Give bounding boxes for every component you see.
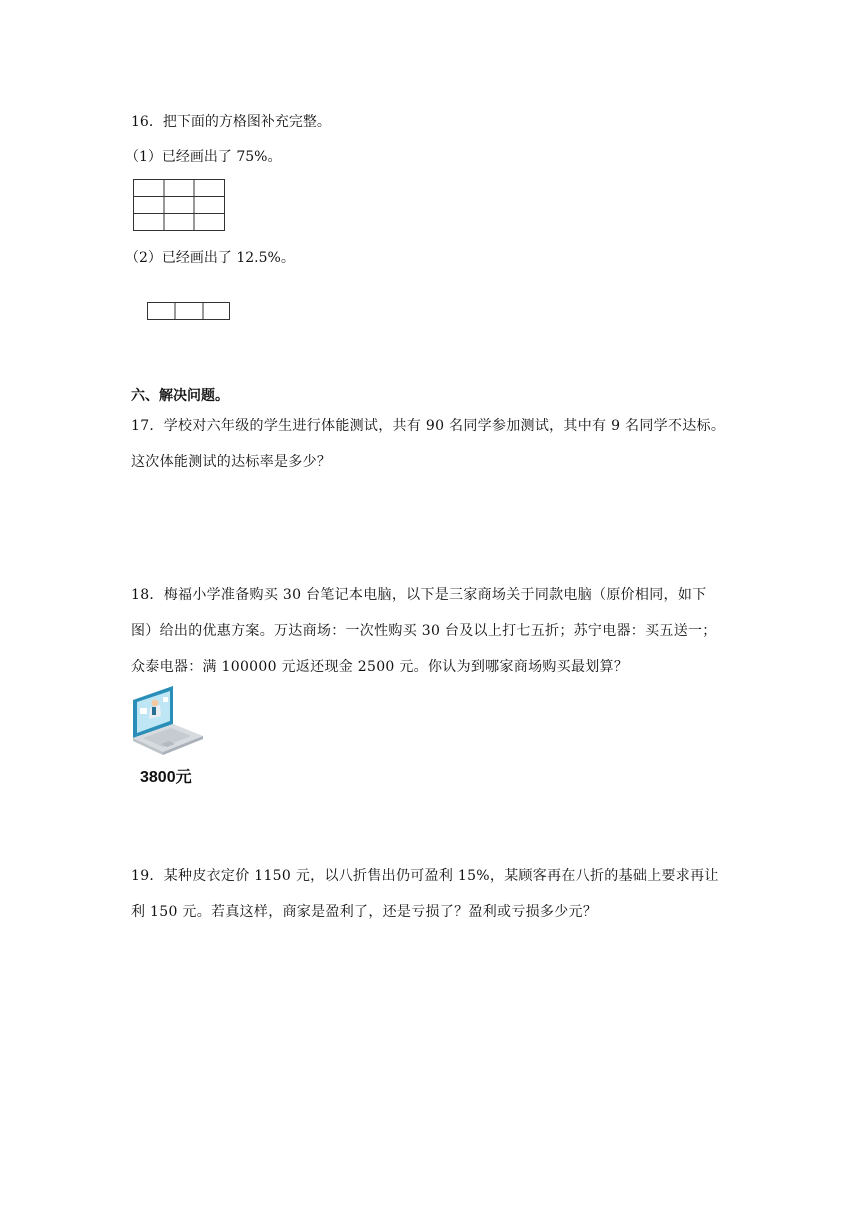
grid-1x3-figure — [147, 302, 231, 321]
q19-line2: 利 150 元。若真这样，商家是盈利了，还是亏损了？盈利或亏损多少元？ — [131, 904, 598, 920]
price-label: 3800元 — [140, 769, 192, 786]
q18-line3: 众泰电器：满 100000 元返还现金 2500 元。你认为到哪家商场购买最划算？ — [131, 659, 629, 675]
section-heading: 六、解决问题。 — [131, 388, 229, 404]
q19-line1: 19．某种皮衣定价 1150 元，以八折售出仍可盈利 15%，某顾客再在八折的基础上要求再让 — [131, 868, 719, 884]
q16-part2: （2）已经画出了 12.5%。 — [125, 250, 295, 266]
q17-line2: 这次体能测试的达标率是多少？ — [131, 454, 332, 470]
q18-line2: 图）给出的优惠方案。万达商场：一次性购买 30 台及以上打七五折；苏宁电器：买五送一； — [131, 623, 717, 639]
grid-3x3-figure — [133, 179, 226, 232]
laptop-icon — [129, 686, 205, 758]
q16-title: 16．把下面的方格图补充完整。 — [131, 114, 331, 130]
q18-line1: 18．梅福小学准备购买 30 台笔记本电脑，以下是三家商场关于同款电脑（原价相同，如下 — [131, 587, 707, 603]
q17-line1: 17．学校对六年级的学生进行体能测试，共有 90 名同学参加测试，其中有 9 名同学不达标。 — [131, 418, 726, 434]
q16-part1: （1）已经画出了 75%。 — [125, 149, 282, 165]
